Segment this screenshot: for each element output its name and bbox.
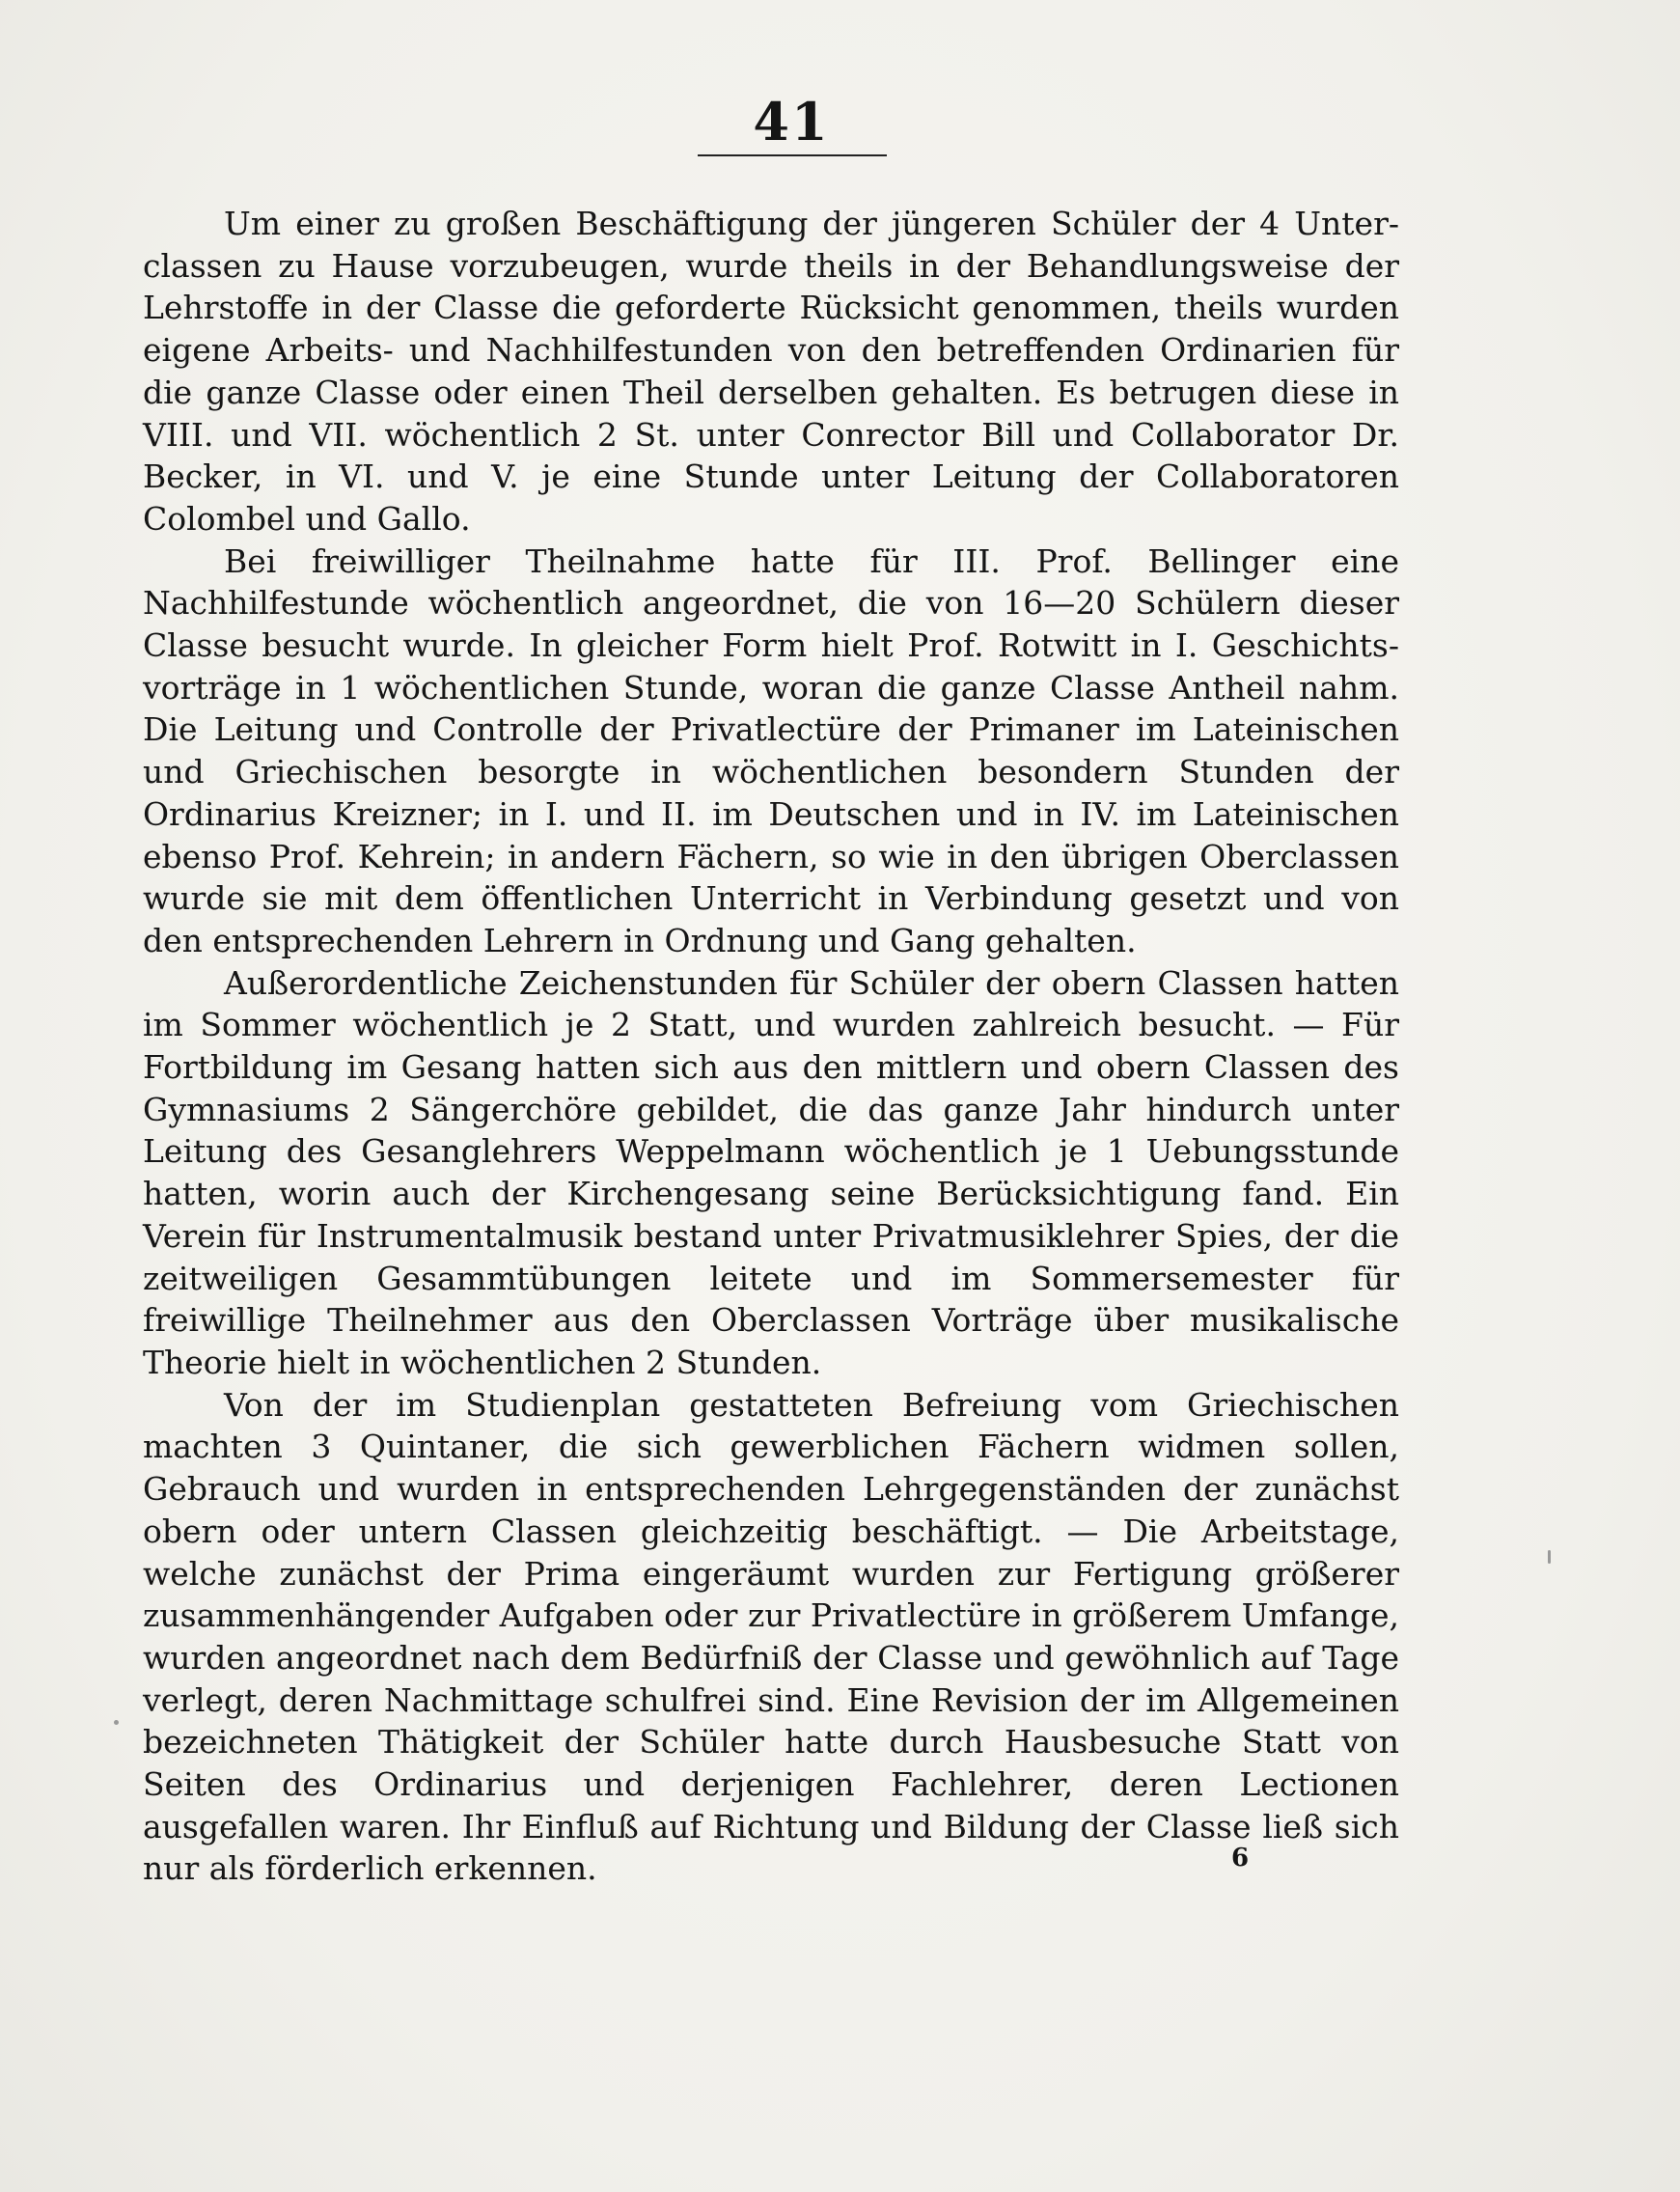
paragraph: Außerordentliche Zeichenstunden für Schüler der obern Classen hatten im Sommer wöchentlich je 2 Statt, und wurden zahlreich besucht. — Für Fortbildung im Gesang hatten sich aus den mittlern und obern Classen des Gymnasiums 2 Sängerchöre gebildet, die das ganze Jahr hindurch unter Leitung des Gesanglehrers Weppelmann wöchentlich je 1 Uebungsstunde hatten, worin auch der Kirchengesang seine Berücksichtigung fand. Ein Verein für Instrumentalmusik bestand unter Privatmusiklehrer Spies, der die zeitweiligen Gesammtübungen leitete und im Sommersemester für freiwillige Theilnehmer aus den Oberclassen Vorträge über musikalische Theorie hielt in wöchentlichen 2 Stunden. (143, 963, 1399, 1381)
header-rule (698, 154, 887, 156)
page-number: 41 (753, 91, 830, 153)
paragraph: Um einer zu großen Beschäftigung der jüngeren Schüler der 4 Unterclassen zu Hause vorzubeugen, wurde theils in der Behandlungsweise der Lehrstoffe in der Classe die geforderte Rücksicht genommen, theils wurden eigene Arbeits- und Nachhilfestunden von den betreffenden Ordinarien für die ganze Classe oder einen Theil derselben gehalten. Es betrugen diese in VIII. und VII. wöchentlich 2 St. unter Conrector Bill und Collaborator Dr. Becker, in VI. und V. je eine Stunde unter Leitung der Collaboratoren Colombel und Gallo. (143, 205, 1399, 538)
print-speck (1548, 1550, 1551, 1564)
paragraph: Bei freiwilliger Theilnahme hatte für III. Prof. Bellinger eine Nachhilfestunde wöchentlich angeordnet, die von 16—20 Schülern dieser Classe besucht wurde. In gleicher Form hielt Prof. Rotwitt in I. Geschichtsvorträge in 1 wöchentlichen Stunde, woran die ganze Classe Antheil nahm. Die Leitung und Controlle der Privatlectüre der Primaner im Lateinischen und Griechischen besorgte in wöchentlichen besondern Stunden der Ordinarius Kreizner; in I. und II. im Deutschen und in IV. im Lateinischen ebenso Prof. Kehrein; in andern Fächern, so wie in den übrigen Oberclassen wurde sie mit dem öffentlichen Unterricht in Verbindung gesetzt und von den entsprechenden Lehrern in Ordnung und Gang gehalten. (143, 541, 1399, 959)
body-text (143, 203, 1399, 1890)
print-speck (114, 1720, 119, 1725)
paragraph: Von der im Studienplan gestatteten Befreiung vom Griechischen machten 3 Quintaner, die sich gewerblichen Fächern widmen sollen, Gebrauch und wurden in entsprechenden Lehrgegenständen der zunächst obern oder untern Classen gleichzeitig beschäftigt. — Die Arbeitstage, welche zunächst der Prima eingeräumt wurden zur Fertigung größerer zusammenhängender Aufgaben oder zur Privatlectüre in größerem Umfange, wurden angeordnet nach dem Bedürfniß der Classe und gewöhnlich auf Tage verlegt, deren Nachmittage schulfrei sind. Eine Revision der im Allgemeinen bezeichneten Thätigkeit der Schüler hatte durch Hausbesuche Statt von Seiten des Ordinarius und derjenigen Fachlehrer, deren Lectionen ausgefallen waren. Ihr Einfluß auf Richtung und Bildung der Classe ließ sich nur als förderlich erkennen. (143, 1385, 1399, 1888)
signature-mark: 6 (1231, 1844, 1250, 1873)
